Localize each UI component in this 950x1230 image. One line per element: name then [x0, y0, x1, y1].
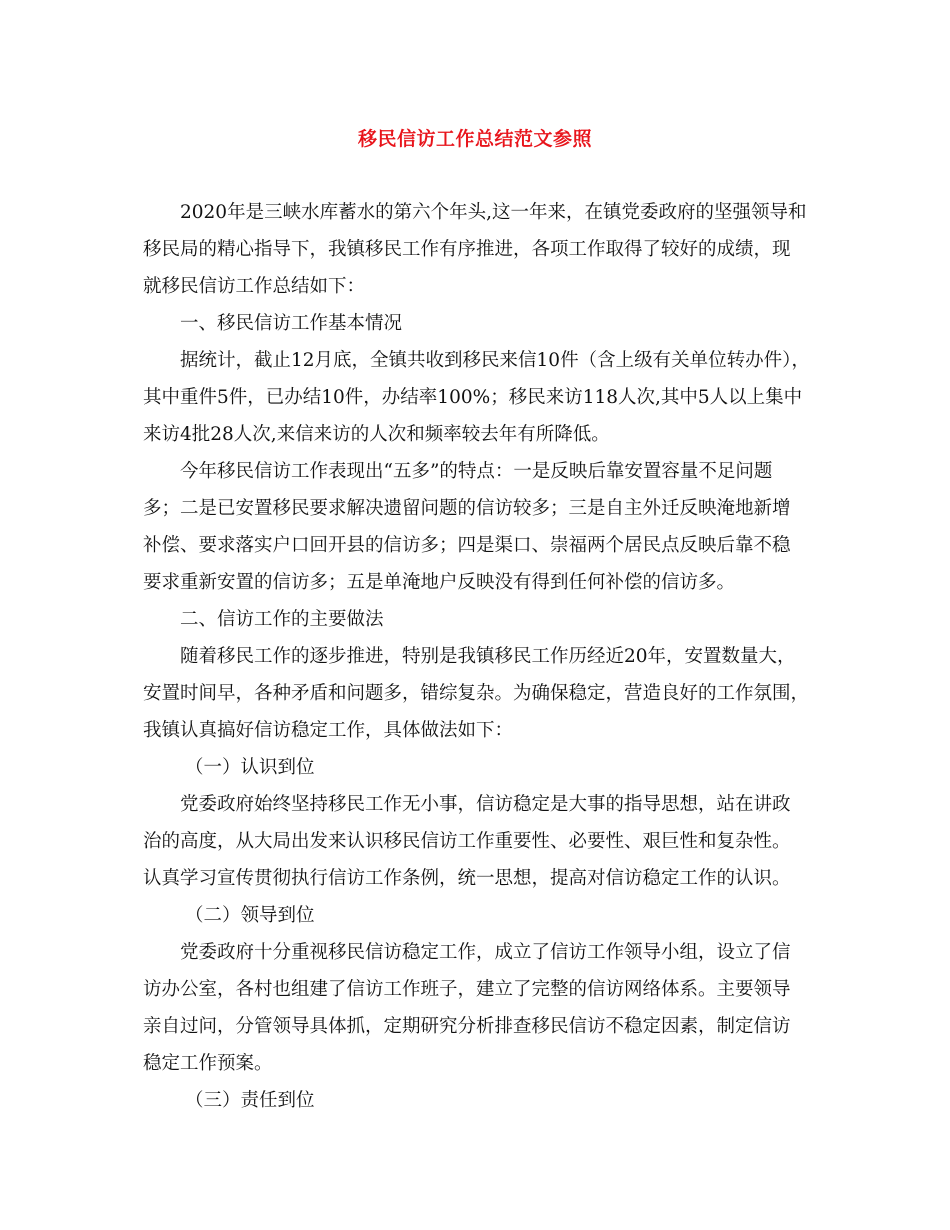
subsection-heading: （三）责任到位	[185, 1090, 315, 1111]
paragraph-line: 其中重件5件，已办结10件，办结率100%；移民来访118人次,其中5人以上集中	[143, 387, 803, 408]
paragraph-line: 安置时间早，各种矛盾和问题多，错综复杂。为确保稳定，营造良好的工作氛围，	[143, 683, 810, 704]
paragraph-line: 补偿、要求落实户口回开县的信访多；四是渠口、崇福两个居民点反映后靠不稳	[143, 535, 791, 556]
paragraph-line: 多；二是已安置移民要求解决遗留问题的信访较多；三是自主外迁反映淹地新增	[143, 498, 791, 519]
section-heading: 一、移民信访工作基本情况	[180, 313, 403, 334]
paragraph-line: 我镇认真搞好信访稳定工作，具体做法如下：	[143, 720, 514, 741]
paragraph-line: 就移民信访工作总结如下：	[143, 276, 366, 297]
paragraph-line: 2020年是三峡水库蓄水的第六个年头,这一年来，在镇党委政府的坚强领导和	[180, 202, 807, 223]
paragraph-line: 稳定工作预案。	[143, 1053, 273, 1074]
paragraph-line: 党委政府始终坚持移民工作无小事，信访稳定是大事的指导思想，站在讲政	[180, 794, 791, 815]
paragraph-line: 移民局的精心指导下，我镇移民工作有序推进，各项工作取得了较好的成绩，现	[143, 239, 791, 260]
section-heading: 二、信访工作的主要做法	[180, 609, 384, 630]
paragraph-line: 治的高度，从大局出发来认识移民信访工作重要性、必要性、艰巨性和复杂性。	[143, 831, 791, 852]
paragraph-line: 党委政府十分重视移民信访稳定工作，成立了信访工作领导小组，设立了信	[180, 942, 791, 963]
subsection-heading: （一）认识到位	[185, 757, 315, 778]
paragraph-line: 随着移民工作的逐步推进，特别是我镇移民工作历经近20年，安置数量大，	[180, 646, 796, 667]
paragraph-line: 据统计，截止12月底，全镇共收到移民来信10件（含上级有关单位转办件），	[180, 350, 810, 371]
paragraph-line: 访办公室，各村也组建了信访工作班子，建立了完整的信访网络体系。主要领导	[143, 979, 791, 1000]
paragraph-line: 今年移民信访工作表现出“五多”的特点：一是反映后靠安置容量不足问题	[180, 461, 773, 482]
subsection-heading: （二）领导到位	[185, 905, 315, 926]
paragraph-line: 来访4批28人次,来信来访的人次和频率较去年有所降低。	[143, 424, 610, 445]
document-body	[143, 194, 811, 1119]
paragraph-line: 亲自过问，分管领导具体抓，定期研究分析排查移民信访不稳定因素，制定信访	[143, 1016, 791, 1037]
paragraph-line: 认真学习宣传贯彻执行信访工作条例，统一思想，提高对信访稳定工作的认识。	[143, 868, 791, 889]
paragraph-line: 要求重新安置的信访多；五是单淹地户反映没有得到任何补偿的信访多。	[143, 572, 736, 593]
document-title: 移民信访工作总结范文参照	[357, 128, 592, 150]
